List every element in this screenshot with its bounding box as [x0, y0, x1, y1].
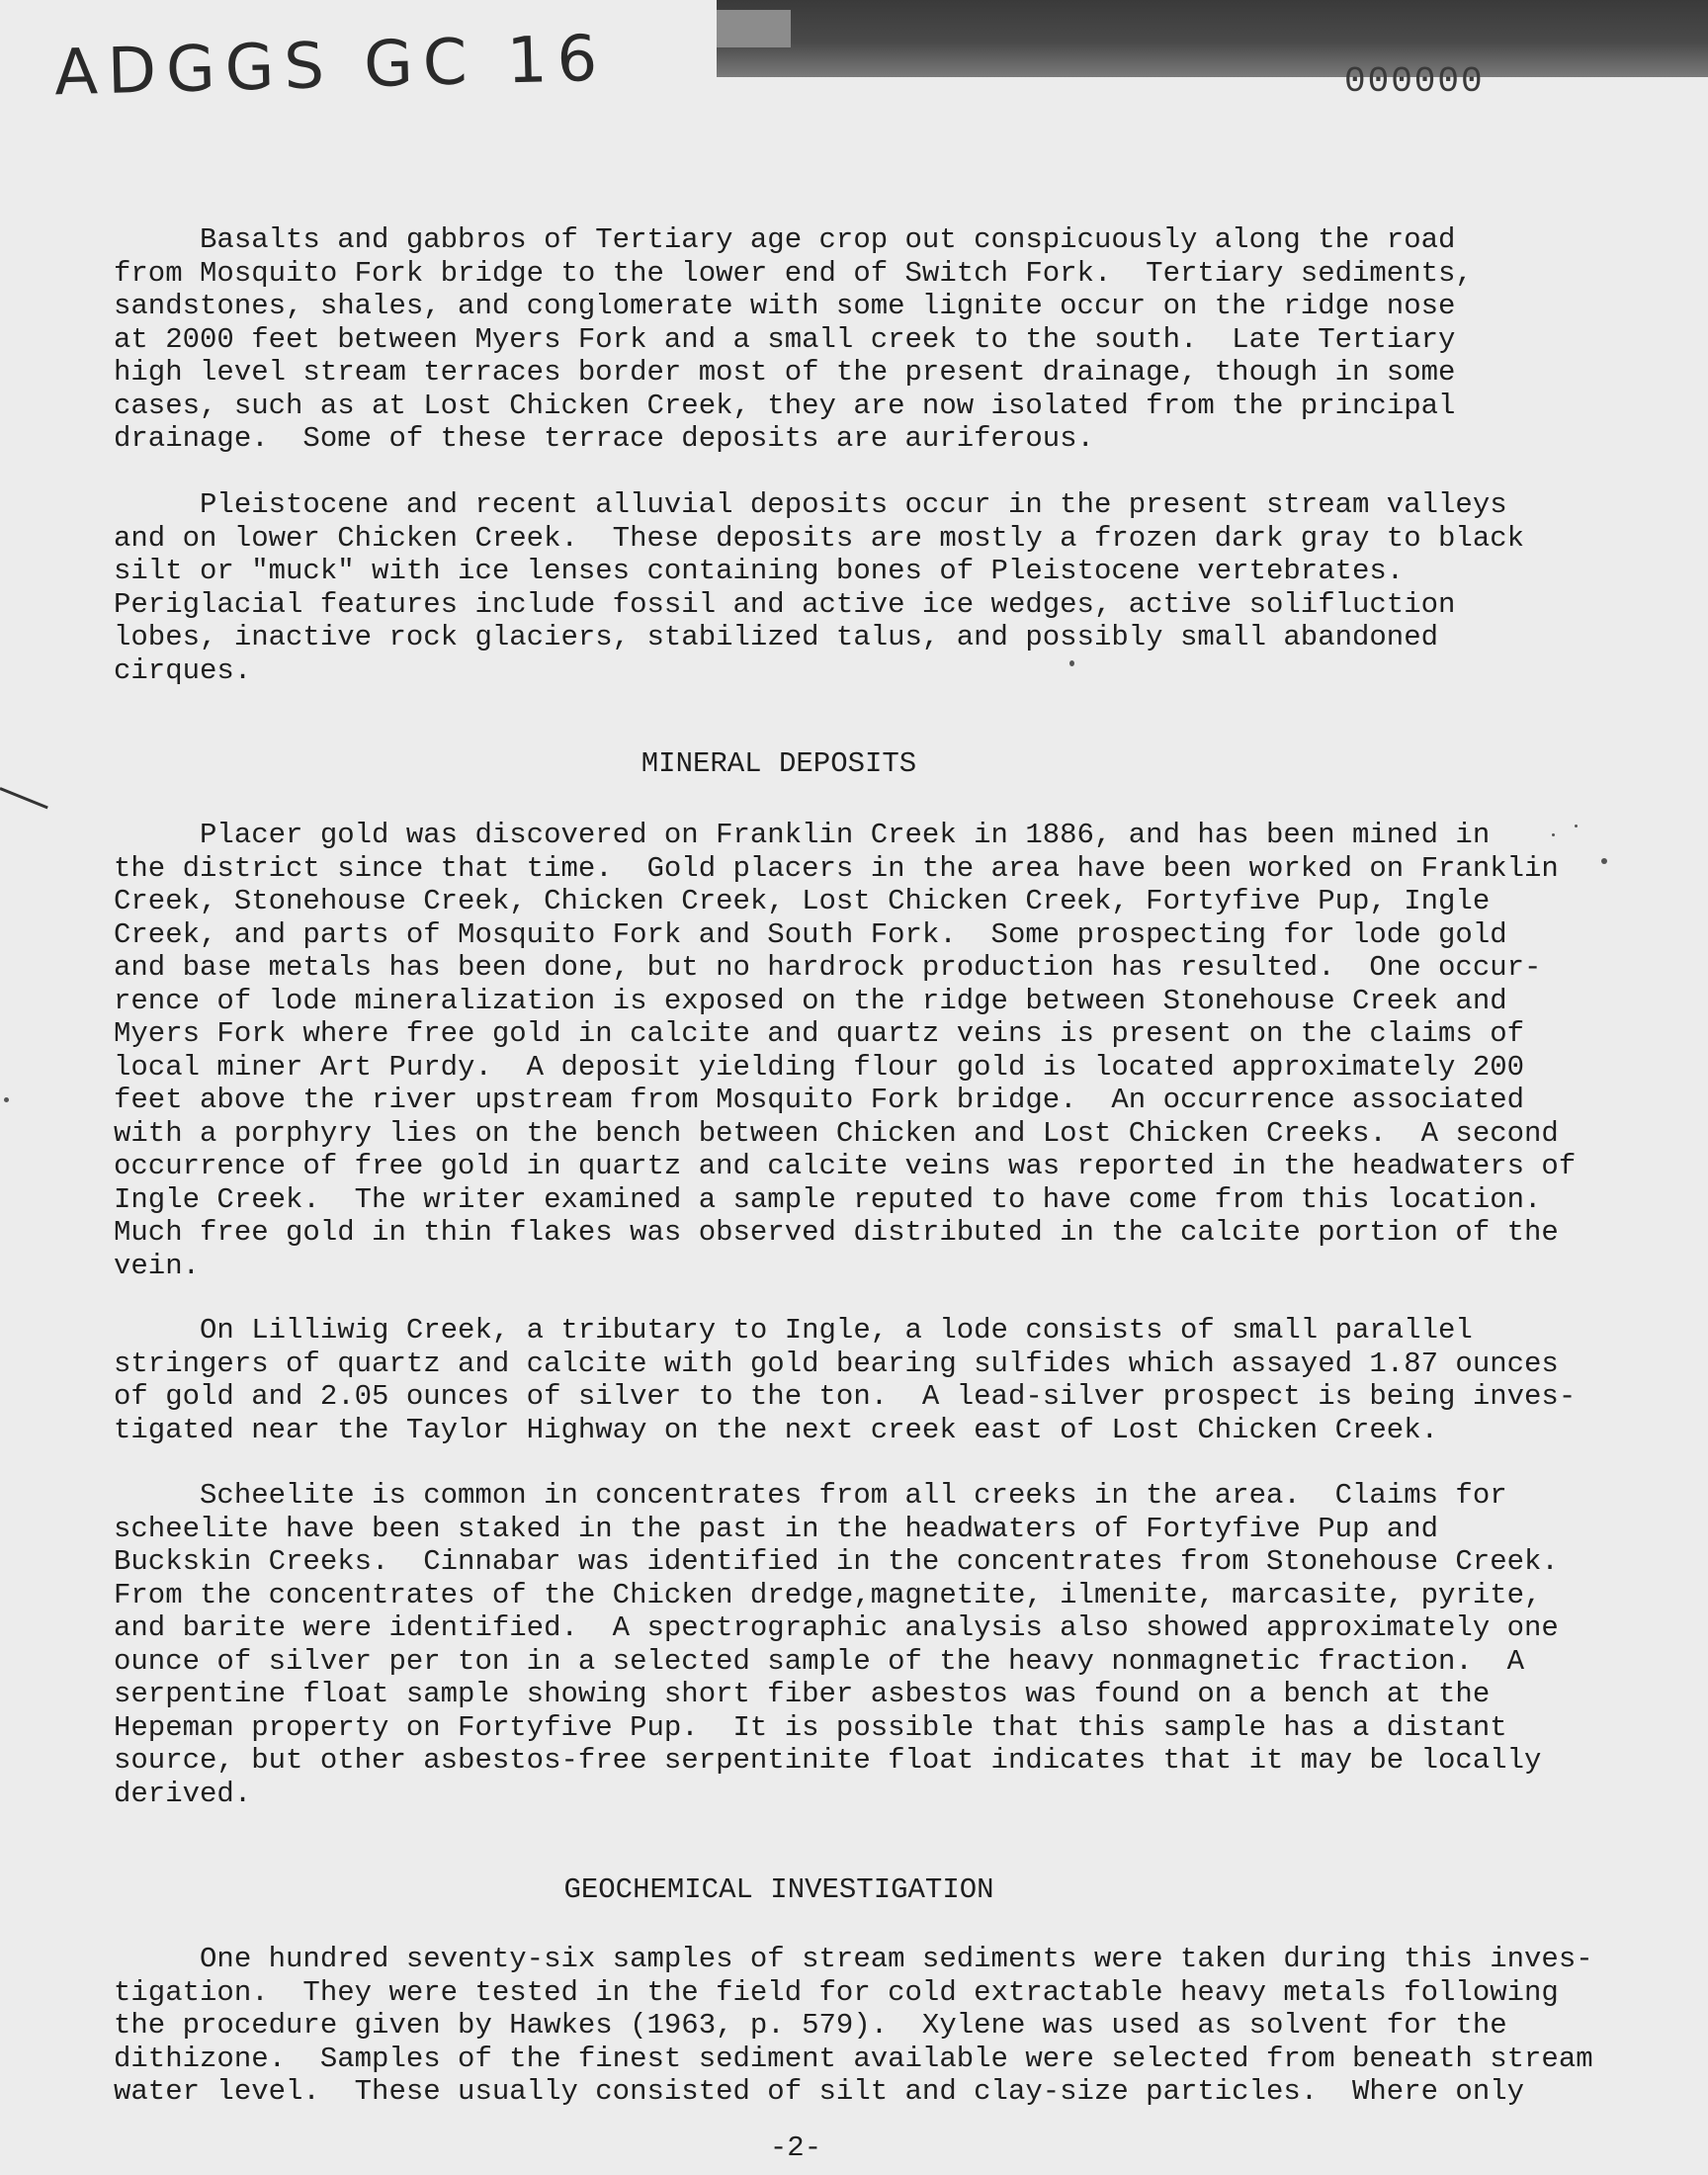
paragraph-lilliwig-creek: On Lilliwig Creek, a tributary to Ingle, a lode consists of small parallel stringers of quartz and calcite with gold bearing sulfides which assayed 1.87 ounces of gold and 2.05 ounces of silver to the ton. A lead-silver prospect is being inves- tigated near the Taylor Highway on the next creek east of Lost Chicken Creek.	[114, 1314, 1577, 1446]
corner-stamp-number: 000000	[1344, 61, 1485, 102]
paragraph-pleistocene-deposits: Pleistocene and recent alluvial deposits occur in the present stream valleys and on lower Chicken Creek. These deposits are mostly a frozen dark gray to black silt or "muck" with ice lenses containing bones of Pleistocene vertebrates. Periglacial features include fossil and active ice wedges, active solifluction lobes, inactive rock glaciers, stabilized talus, and possibly small abandoned cirques.	[114, 488, 1525, 687]
paragraph-tertiary-rocks: Basalts and gabbros of Tertiary age crop out conspicuously along the road from Mosquito Fork bridge to the lower end of Switch Fork. Tertiary sediments, sandstones, shales, and conglomerate with some lignite occur on the ridge nose at 2000 feet between Myers Fork and a small creek to the south. Late Tertiary high level stream terraces border most of the present drainage, though in some cases, such as at Lost Chicken Creek, they are now isolated from the principal drainage. Some of these terrace deposits are auriferous.	[114, 223, 1473, 455]
paragraph-stream-sediments: One hundred seventy-six samples of stream sediments were taken during this inves- tigation. They were tested in the field for cold extractable heavy metals following the procedure given by Hawkes (1963, p. 579). Xylene was used as solvent for the dithizone. Samples of the finest sediment available were selected from beneath stream water level. These usually consisted of silt and clay-size particles. Where only	[114, 1943, 1593, 2108]
speck	[1601, 858, 1607, 864]
handwritten-label: ADGGS GC 16	[53, 22, 609, 111]
paragraph-placer-gold: Placer gold was discovered on Franklin Creek in 1886, and has been mined in the district since that time. Gold placers in the area have been worked on Franklin Creek, Stonehouse Creek, Chicken Creek, Lost Chicken Creek, Fortyfive Pup, Ingle Creek, and parts of Mosquito Fork and South Fork. Some prospecting for lode gold and base metals has been done, but no hardrock production has resulted. One occur- rence of lode mineralization is exposed on the ridge between Stonehouse Creek and Myers Fork where free gold in calcite and quartz veins is present on the claims of local miner Art Purdy. A deposit yielding flour gold is located approximately 200 feet above the river upstream from Mosquito Fork bridge. An occurrence associated with a porphyry lies on the bench between Chicken and Lost Chicken Creeks. A second occurrence of free gold in quartz and calcite veins was reported in the headwaters of Ingle Creek. The writer examined a sample reputed to have come from this location. Much free gold in thin flakes was observed distributed in the calcite portion of the vein.	[114, 819, 1577, 1282]
page-number: -2-	[769, 2132, 822, 2164]
paragraph-scheelite: Scheelite is common in concentrates from all creeks in the area. Claims for scheelite have been staked in the past in the headwaters of Fortyfive Pup and Buckskin Creeks. Cinnabar was identified in the concentrates from Stonehouse Creek. From the concentrates of the Chicken dredge,magnetite, ilmenite, marcasite, pyrite, and barite were identified. A spectrographic analysis also showed approximately one ounce of silver per ton in a selected sample of the heavy nonmagnetic fraction. A serpentine float sample showing short fiber asbestos was found on a bench at the Hepeman property on Fortyfive Pup. It is possible that this sample has a distant source, but other asbestos-free serpentinite float indicates that it may be locally derived.	[114, 1479, 1559, 1810]
scan-shadow-bar	[717, 0, 1708, 77]
heading-geochemical-investigation: GEOCHEMICAL INVESTIGATION	[563, 1873, 994, 1906]
heading-mineral-deposits: MINERAL DEPOSITS	[640, 747, 917, 780]
speck	[4, 1097, 9, 1102]
scan-shadow-patch	[717, 10, 791, 47]
speck	[1575, 825, 1578, 827]
margin-mark	[0, 787, 48, 809]
